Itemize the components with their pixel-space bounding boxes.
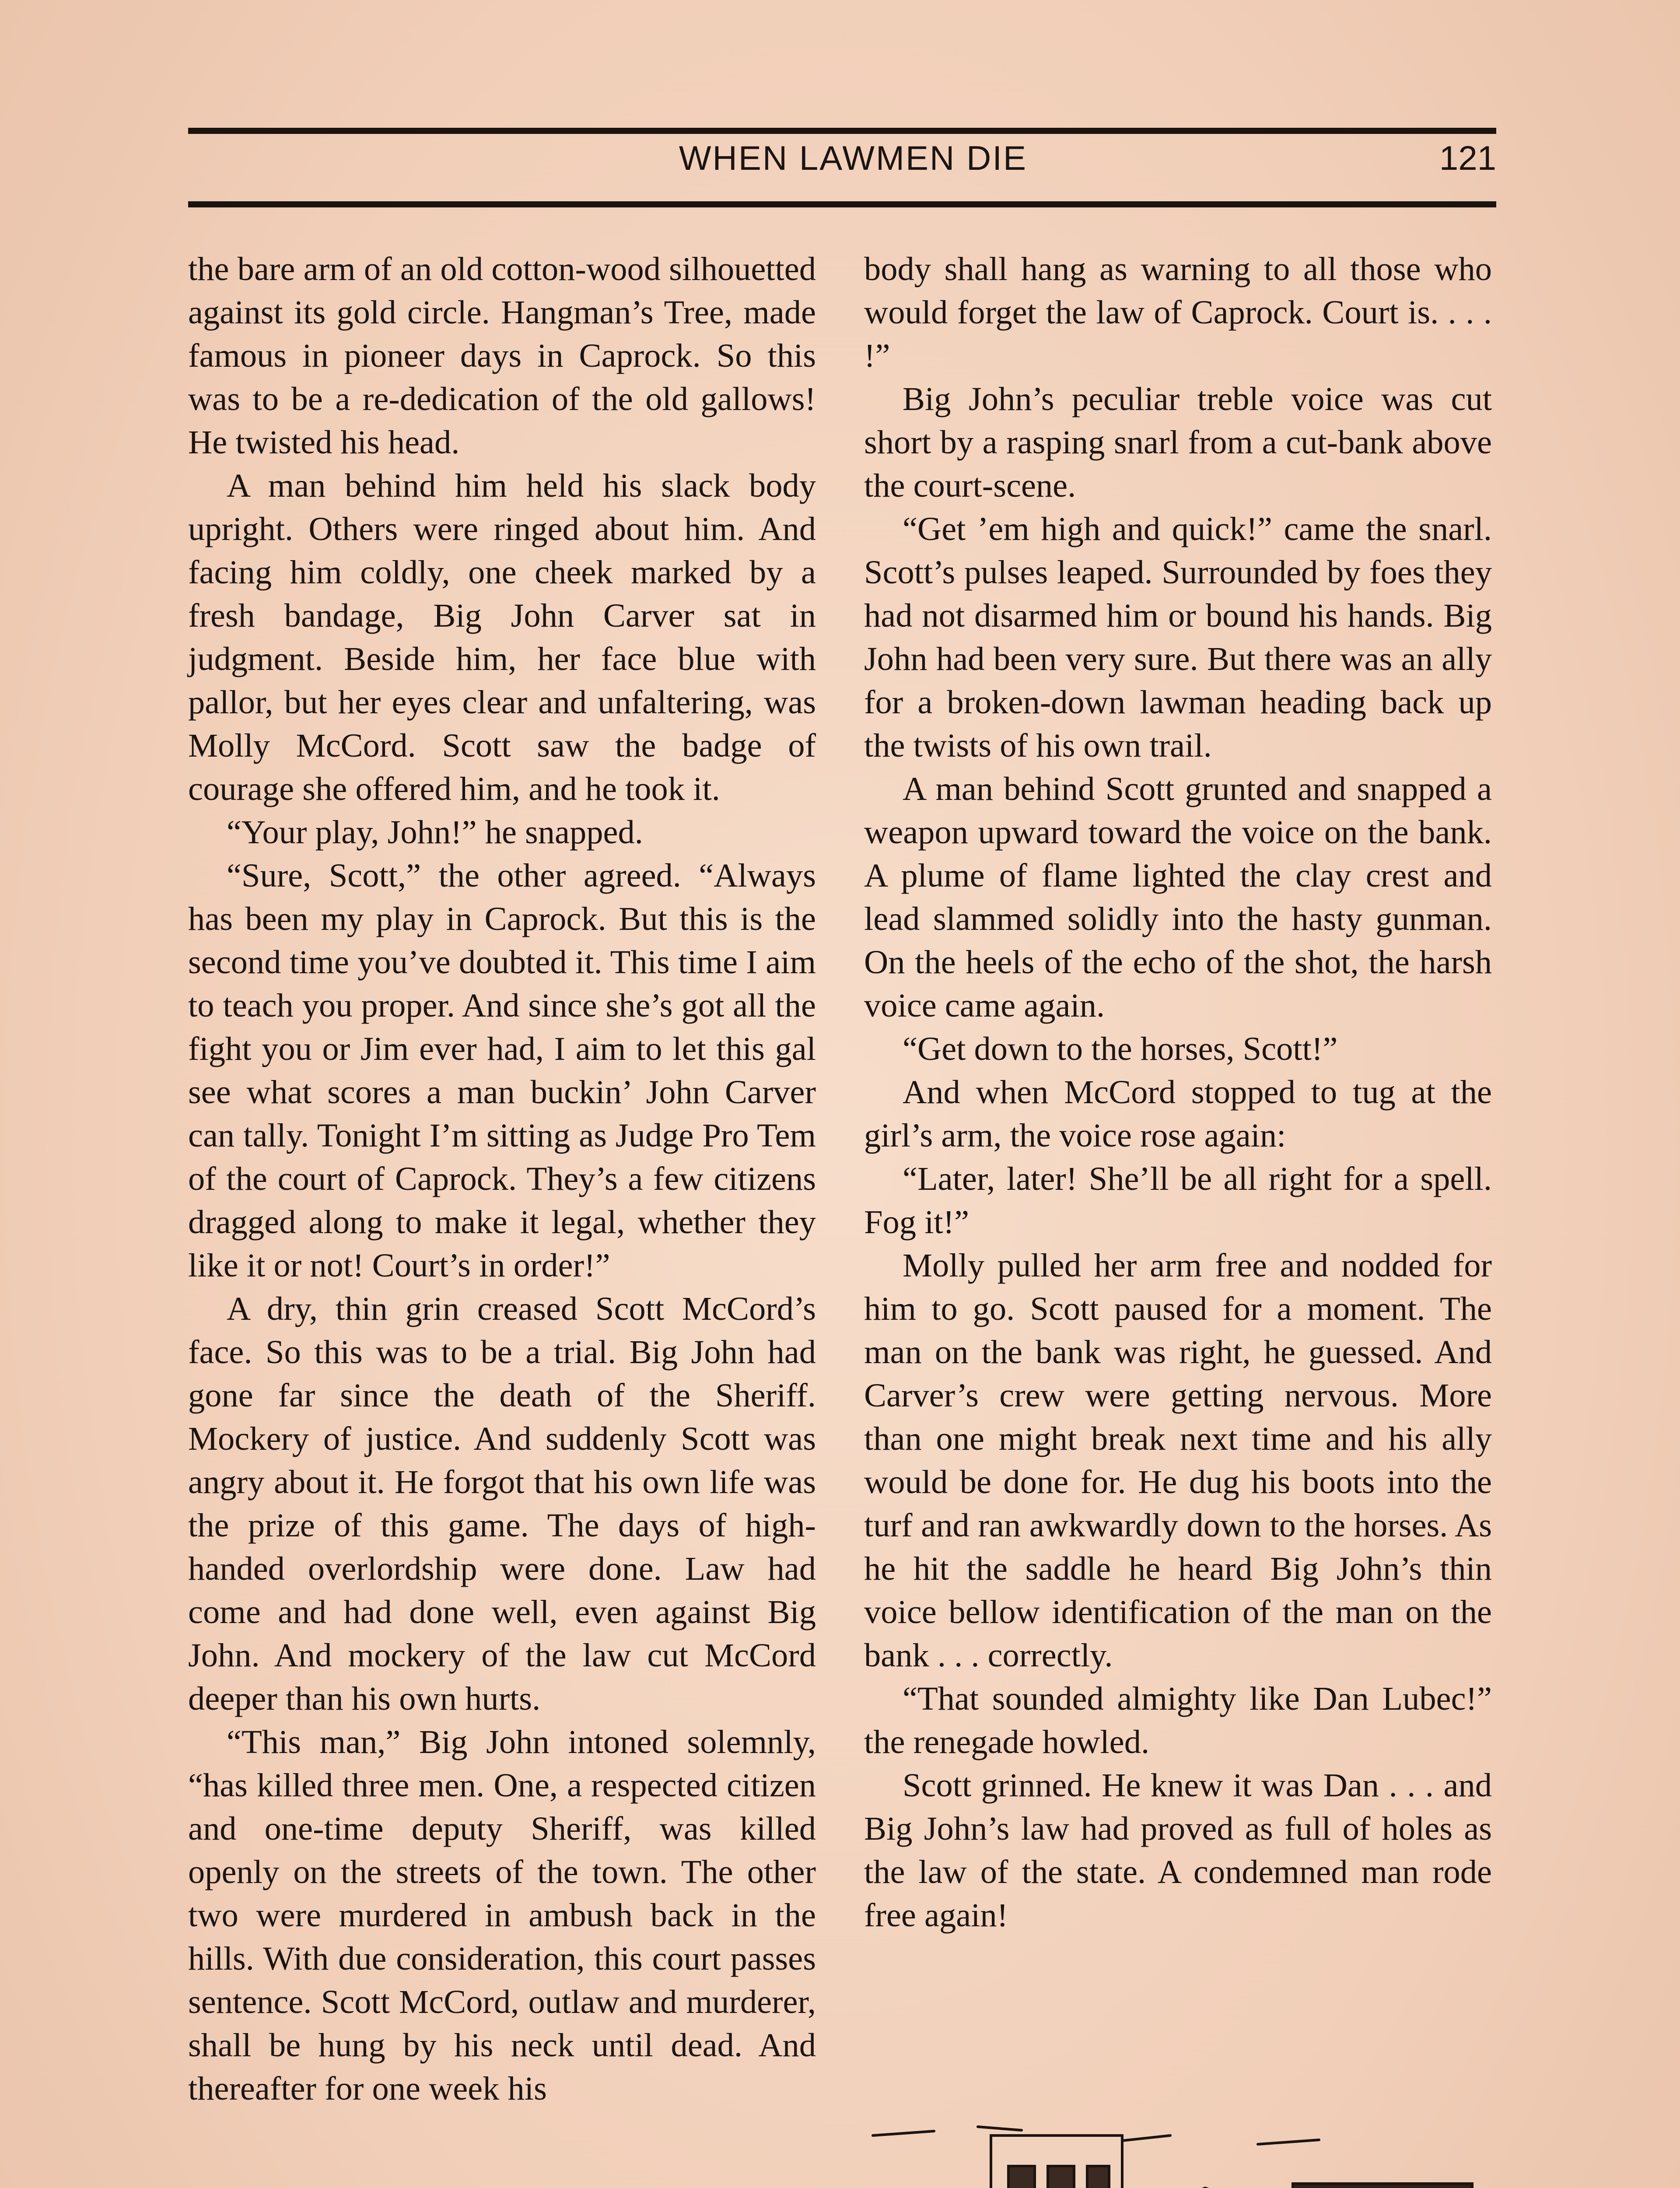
paragraph: And when McCord stopped to tug at the girl’s arm, the voice rose again: xyxy=(864,1073,1492,1154)
paragraph: A dry, thin grin creased Scott McCord’s face. So this was to be a trial. Big John had gone far since the death of the Sheriff. Mockery of justice. And suddenly Scott was angry about it. He forgot that his own life was the prize of this game. The days of high-handed overlordship were done. Law had come and had done well, even against Big John. And mockery of the law cut McCord deeper than his own hurts. xyxy=(188,1290,816,1717)
paragraph: “Later, later! She’ll be all right for a spell. Fog it!” xyxy=(864,1160,1492,1241)
paragraph: “Sure, Scott,” the other agreed. “Always has been my play in Caprock. But this is the second time you’ve doubted it. This time I aim to teach you proper. And since she’s got all the fight you or Jim ever had, I aim to let this gal see what scores a man buckin’ John Carver can tally. Tonight I’m sitting as Judge Pro Tem of the court of Caprock. They’s a few citizens dragged along to make it legal, whether they like it or not! Court’s in order!” xyxy=(188,857,816,1284)
paragraph: Molly pulled her arm free and nodded for him to go. Scott paused for a moment. The man on the bank was right, he guessed. And Carver’s crew were getting nervous. More than one might break next time and his ally would be done for. He dug his boots into the turf and ran awkwardly down to the horses. As he hit the saddle he heard Big John’s thin voice bellow identification of the man on the bank . . . correctly. xyxy=(864,1247,1492,1674)
paragraph: Big John’s peculiar treble voice was cut short by a rasping snarl from a cut-bank above the court-scene. xyxy=(864,380,1492,504)
header-rule-bottom xyxy=(188,201,1496,207)
paragraph: “Your play, John!” he snapped. xyxy=(227,813,643,851)
right-column xyxy=(864,247,1492,1937)
paragraph: the bare arm of an old cotton-wood silhouetted against its gold circle. Hangman’s Tree, made famous in pioneer days in Caprock. So this was to be a re-dedication of the old gallows! He twisted his head. xyxy=(188,250,816,461)
paragraph: body shall hang as warning to all those who would forget the law of Caprock. Court is. . . . !” xyxy=(864,250,1492,374)
header-rule-top xyxy=(188,128,1496,134)
page-number: 121 xyxy=(1439,139,1496,177)
paragraph: “Get ’em high and quick!” came the snarl. Scott’s pulses leaped. Surrounded by foes they had not disarmed him or bound his hands. Big John had been very sure. But there was an ally for a broken-down lawman heading back up the twists of his own trail. xyxy=(864,510,1492,764)
western-town-street-sketch-icon xyxy=(864,2118,1494,2188)
paragraph: “Get down to the horses, Scott!” xyxy=(903,1030,1338,1067)
paragraph: “That sounded almighty like Dan Lubec!” the renegade howled. xyxy=(864,1680,1492,1760)
paragraph: A man behind him held his slack body upright. Others were ringed about him. And facing him coldly, one cheek marked by a fresh bandage, Big John Carver sat in judgment. Beside him, her face blue with pallor, but her eyes clear and unfaltering, was Molly McCord. Scott saw the badge of courage she offered him, and he took it. xyxy=(188,467,816,807)
paragraph: A man behind Scott grunted and snapped a weapon upward toward the voice on the bank. A plume of flame lighted the clay crest and lead slammed solidly into the hasty gunman. On the heels of the echo of the shot, the harsh voice came again. xyxy=(864,770,1492,1024)
paragraph: Scott grinned. He knew it was Dan . . . and Big John’s law had proved as full of holes as the law of the state. A condemned man rode free again! xyxy=(864,1767,1492,1934)
paragraph: “This man,” Big John intoned solemnly, “has killed three men. One, a respected citizen and one-time deputy Sheriff, was killed openly on the streets of the town. The other two were murdered in ambush back in the hills. With due consideration, this court passes sentence. Scott McCord, outlaw and murderer, shall be hung by his neck until dead. And thereafter for one week his xyxy=(188,1723,816,2107)
left-column xyxy=(188,247,816,2110)
running-head: WHEN LAWMEN DIE xyxy=(679,139,1028,177)
